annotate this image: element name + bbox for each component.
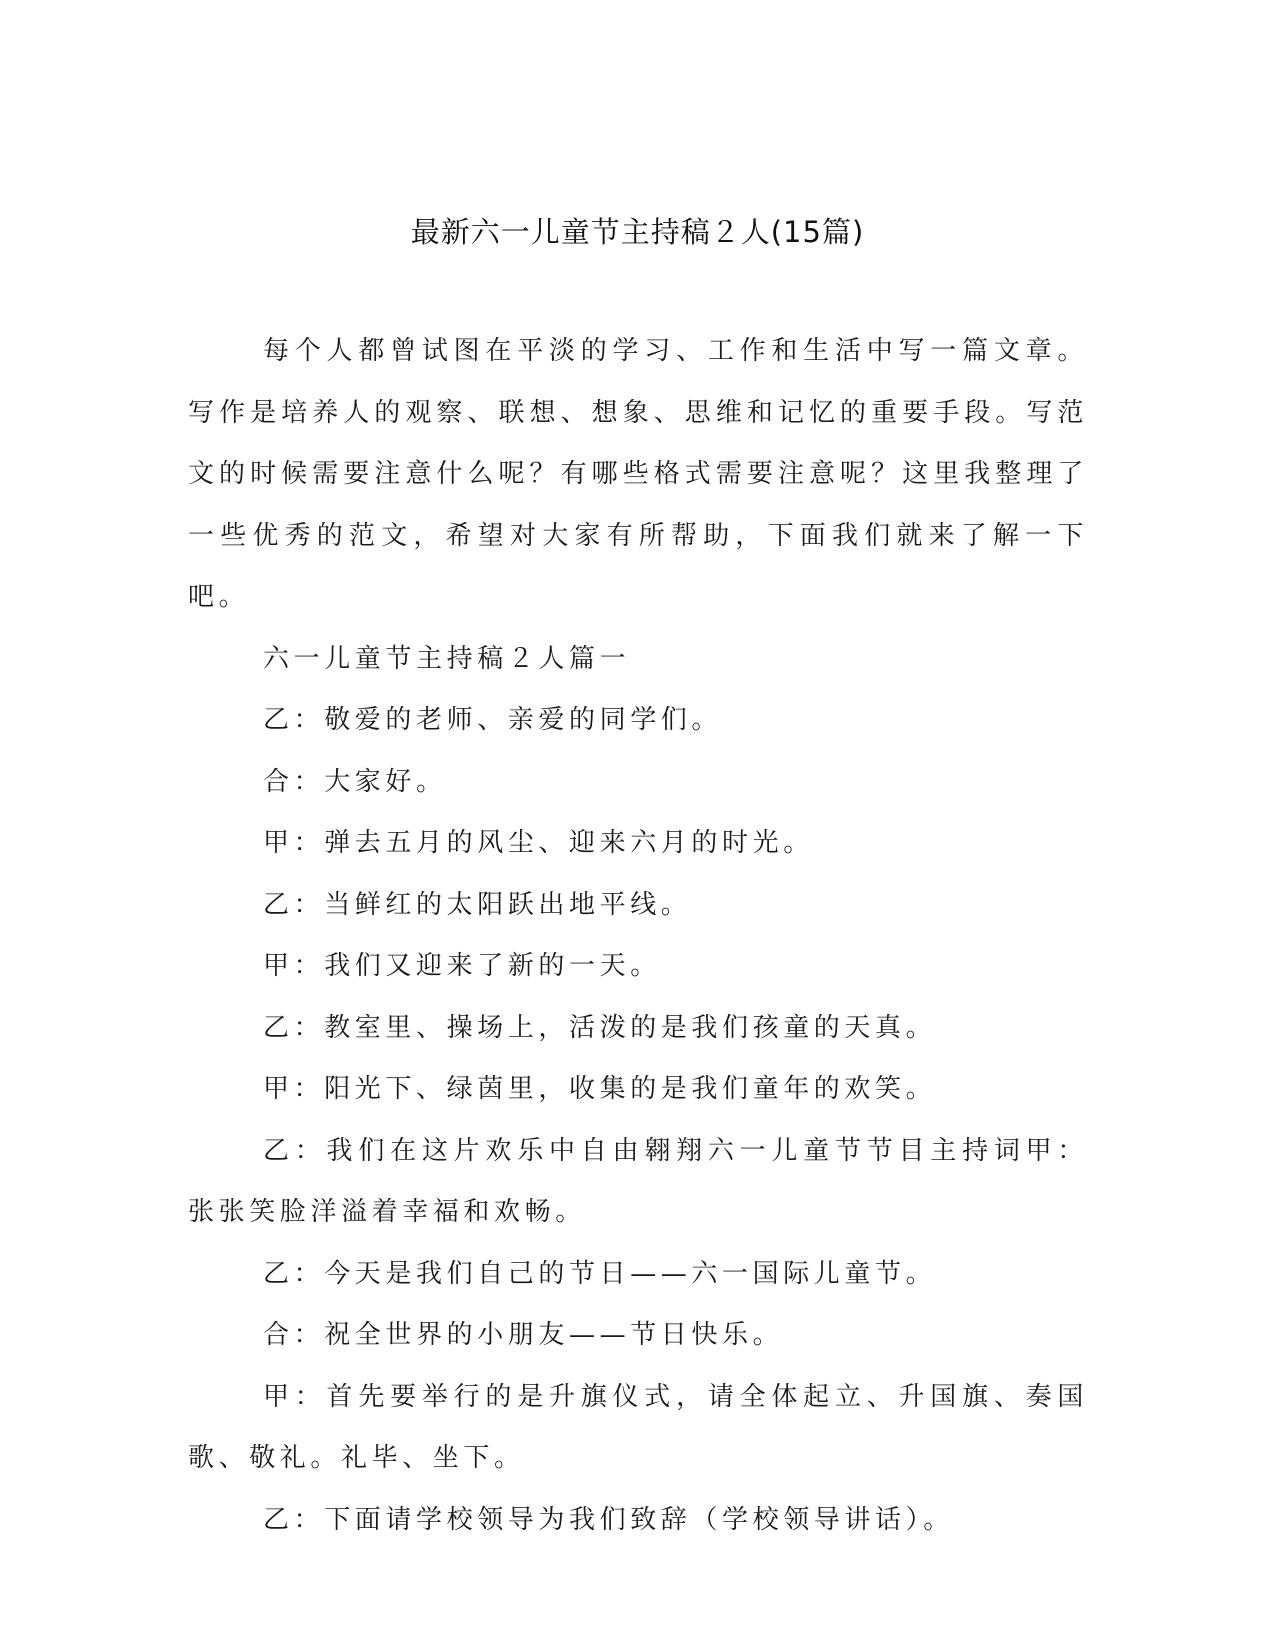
script-line: 甲：首先要举行的是升旗仪式，请全体起立、升国旗、奏国歌、敬礼。礼毕、坐下。 (188, 1381, 1088, 1473)
document-title: 最新六一儿童节主持稿２人(15篇) (410, 215, 865, 249)
script-line: 合：大家好。 (263, 766, 447, 797)
document-body (188, 321, 1088, 1551)
script-line: 乙：敬爱的老师、亲爱的同学们。 (263, 705, 723, 735)
script-line: 甲：阳光下、绿茵里，收集的是我们童年的欢笑。 (263, 1074, 937, 1104)
script-line: 乙：下面请学校领导为我们致辞（学校领导讲话）。 (263, 1504, 954, 1535)
section-heading: 六一儿童节主持稿２人篇一 (263, 643, 631, 674)
script-line: 甲：我们又迎来了新的一天。 (263, 951, 661, 981)
intro-paragraph: 每个人都曾试图在平淡的学习、工作和生活中写一篇文章。写作是培养人的观察、联想、想象、思维和记忆的重要手段。写范文的时候需要注意什么呢？有哪些格式需要注意呢？这里我整理了一些优秀的范文，希望对大家有所帮助，下面我们就来了解一下吧。 (188, 336, 1088, 612)
script-line: 乙：教室里、操场上，活泼的是我们孩童的天真。 (263, 1012, 937, 1043)
script-line: 乙：当鲜红的太阳跃出地平线。 (263, 889, 692, 920)
script-line: 乙：今天是我们自己的节日——六一国际儿童节。 (263, 1258, 937, 1289)
script-line: 甲：弹去五月的风尘、迎来六月的时光。 (263, 828, 814, 858)
script-line: 乙：我们在这片欢乐中自由翱翔六一儿童节节目主持词甲：张张笑脸洋溢着幸福和欢畅。 (188, 1135, 1088, 1227)
script-line: 合：祝全世界的小朋友——节日快乐。 (263, 1320, 784, 1350)
